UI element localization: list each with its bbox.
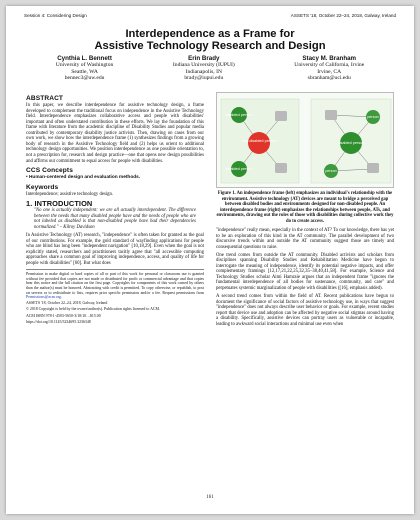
- right-column: [216, 92, 394, 330]
- fig-left-bottom-label: disabled person: [225, 167, 253, 171]
- author-3: [294, 56, 364, 82]
- non-disabled-node-icon: [248, 132, 270, 154]
- author-city: Indianapolis, IN: [185, 68, 222, 75]
- left-column: [26, 92, 204, 326]
- ccs-heading: CCS Concepts: [26, 167, 73, 175]
- body-paragraph-3: A second trend comes from within the field of AT. Recent publications have begun to document the significance of social factors of assistive technology use, in ways that suggest "independence" does not always describe user behavior or goals. For example, recent studies report that device use and adoption can be affected by negative social stigmas around having a disability. Specifically, assistive devices can portray users as vulnerable or incapable, leading to awkward social interactions and minimal use even when: [216, 294, 394, 327]
- author-2: [173, 56, 235, 82]
- abstract-text: In this paper, we describe interdependence for assistive technology design, a frame developed to complement the traditional focus on independence in the Assistive Technology field. Interdependence emphasizes collaborative access and people with disabilities' important and often understated contribution in these efforts. We lay the foundation of this frame with literature from the academic discipline of Disability Studies and popular media contributed by contemporary disability justice activists. Then, drawing on cases from our own work, we show how the interdependence frame (1) synthesizes findings from a growing body of research in the Assistive Technology field and (2) helps us orient to additional technology design opportunities. We position interdependence as one possible orientation to, not a prescription for, research and design practice—one that opens new design possibilities and affirms our commitment to equal access for people with disabilities.: [26, 103, 204, 164]
- running-head-left: Session 4: Considering Design: [24, 13, 87, 18]
- body-paragraph-2: One trend comes from outside the AT community. Disabled activists and scholars from disciplines spanning Disability Studies and Rehabilitation Medicine have begun to interrogate the meaning of independence, identify its potential negative impacts, and offer complementary framings [12,17,21,22,25,32,35–38,40,41,58]. For example, Science and Technology Studies scholar Aimi Hamraie argues that an independent frame "ignores the fundamental interdependence of all bodies for sustenance, community, and care" and perpetuates systemic marginalization of people with disabilities ([16], emphasis added).: [216, 252, 394, 291]
- author-name: Erin Brady: [188, 55, 220, 62]
- author-name: Stacy M. Branham: [302, 55, 357, 62]
- author-city: Irvine, CA: [317, 68, 342, 75]
- fig-right-bottom-label: person: [325, 169, 337, 173]
- author-email[interactable]: bennec3@uw.edu: [64, 75, 105, 82]
- author-affiliation: University of Washington: [55, 62, 114, 69]
- footnote-conference: ASSETS '18, October 22–24, 2018, Galway, Ireland: [26, 301, 108, 306]
- keywords-text: Interdependence; assistive technology design.: [26, 191, 114, 197]
- fig-right-center-label: disabled person: [337, 141, 365, 145]
- author-email[interactable]: brady@iupui.edu: [184, 75, 224, 82]
- paper-title-line2: Assistive Technology Research and Design: [94, 40, 326, 53]
- keywords-heading: Keywords: [26, 183, 59, 191]
- page-number: 161: [206, 495, 214, 500]
- author-block: [26, 56, 394, 82]
- footnote-permissions: Permission to make digital or hard copies of all or part of this work for personal or classroom use is granted without fee provided that copies are not made or distributed for profit or commercial advantage and that copies bear this notice and the full citation on the first page. Copyrights for components of this work owned by others than the author(s) must be honored. Abstracting with credit is permitted. To copy otherwise, or republish, to post on servers or to redistribute to lists, requires prior specific permission and/or a fee. Request permissions from Permissions@acm.org.: [26, 272, 204, 300]
- author-affiliation: University of California, Irvine: [294, 62, 365, 69]
- figure-1: [216, 92, 394, 188]
- intro-paragraph: In Assistive Technology (AT) research, "independence" is often taken for granted as the goal of our contributions. For example, the gold standard of wayfinding applications for people who are blind has long been "independent navigation" [10,18,29]. Even when the goal is not explicitly stated, researchers and practitioners tacitly agree that "all accessible computing approaches share a common goal of improving independence, access, and quality of life for people with disabilities" [60]. But what does: [26, 232, 204, 266]
- running-head-right: ASSETS '18, October 22–24, 2018, Galway, Ireland: [290, 13, 396, 18]
- copyright-footnote: [26, 269, 204, 324]
- permissions-link[interactable]: Permissions@acm.org.: [26, 295, 62, 300]
- author-email[interactable]: sbranham@uci.edu: [307, 75, 351, 82]
- author-name: Cynthia L. Bennett: [57, 55, 112, 62]
- intro-heading: 1. INTRODUCTION: [26, 199, 93, 209]
- footnote-copyright: © 2018 Copyright is held by the owner/author(s). Publication rights licensed to ACM.: [26, 307, 160, 312]
- fig-left-top-label: disabled person: [225, 113, 253, 117]
- paper-title: [26, 28, 394, 53]
- ccs-text: • Human-centered design and evaluation methods.: [26, 175, 141, 181]
- device-icon: [275, 163, 287, 173]
- paper-title-line1: Interdependence as a Frame for: [125, 28, 295, 40]
- author-city: Seattle, WA: [71, 68, 98, 75]
- abstract-heading: ABSTRACT: [26, 95, 64, 102]
- author-affiliation: Indiana University (IUPUI): [172, 62, 235, 69]
- footnote-isbn: ACM ISBN 978-1-4503-5650-3/18/10…$15.00: [26, 313, 101, 318]
- running-head: [24, 13, 396, 18]
- intro-quote: "No one is actually independent: we are all actually interdependent. The difference between the needs that many disabled people have and the needs of people who are not labeled as disabled is that non-disabled people have had their dependencies normalized." – Kilroy Davidson: [34, 208, 196, 230]
- figure-diagram: [217, 93, 395, 189]
- body-paragraph-1: "independence" really mean, especially in the context of AT? To our knowledge, there has yet to be an exploration of this kind in the AT community. The parallel development of two discursive trends within and outside the AT community suggest those are timely and consequential questions to raise.: [216, 228, 394, 250]
- author-1: [56, 56, 114, 82]
- fig-right-top-label: person: [367, 115, 379, 119]
- paper-page: [6, 6, 414, 514]
- fig-left-center-label: non-disabled person: [241, 139, 277, 143]
- device-icon: [275, 111, 287, 121]
- device-icon: [325, 110, 337, 120]
- device-icon: [367, 163, 379, 173]
- footnote-doi[interactable]: https://doi.org/10.1145/3234695.3236348: [26, 319, 91, 324]
- figure-caption: Figure 1. An independence frame (left) emphasizes an individual's relationship with the environment. Assistive technology (AT) devices are meant to bridge a perceived gap between disabled bodies and environments designed for non-disabled people. An interdependence frame (right) emphasizes the relationships between people, ATs, and environments, drawing out the roles of those with disabilities during collective work they do to create access.: [216, 191, 394, 224]
